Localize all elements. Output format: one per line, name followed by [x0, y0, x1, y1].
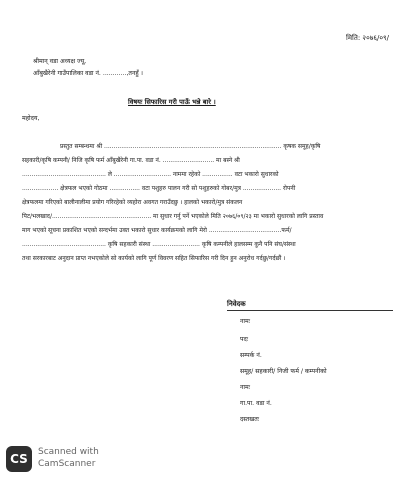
applicant-field-ward: गा.पा. वडा नं. [240, 400, 272, 407]
watermark-text: Scanned with [38, 447, 99, 457]
applicant-field-signature: दस्तखतः [240, 416, 260, 423]
body-line: पिट/भलखाद/.................................................... मा सुधार गर्नु पर्ने भएकोले मिति २०७६/०९/२३ मा भकारो सुधारको लागि प्रस्ताव [22, 213, 324, 220]
camscanner-logo: CS [6, 446, 32, 472]
body-line: तथा सरकारबाट अनुदान प्राप्त नभएकोले सो कार्यको लागि पूर्ण विवरण सहित सिफारिस गरी दिन हुन अनुरोध गर्दछु/गर्दछौं । [22, 255, 286, 262]
body-line: क्षेत्रफलमा गरिएको बालीनालीमा प्रयोग गरिरहेको व्यहोरा अवगत गराउँदछु । हालको भकारो/मुत्र संकलन [22, 199, 243, 206]
watermark-brand: CamScanner [38, 459, 96, 469]
body-line: ............................................ ले .............................. नाममा रहेको ................ वटा भकारो सुधारको [22, 171, 279, 178]
body-line: माग भएको सूचना प्रकाशित भएको सन्दर्भमा उक्त भकारो सुधार कार्यक्रमको लागि मेरो ......................................फर्म/ [22, 227, 292, 234]
addressee-line: श्रीमान् वडा अध्यक्ष ज्यू, [33, 58, 87, 65]
applicant-field-name: नामः [240, 318, 250, 325]
body-line: ............................................ कृषि सहकारी संस्था ......................... कृषि कम्पनीले हालसम्म कुनै पनि संघ/संस्था [22, 241, 296, 248]
applicant-field-organisation: समूह/ सहकारी/ निजी फर्म / कम्पनीको [240, 368, 327, 375]
subject-line: विषयः सिफारिस गरी पाऊँ भन्ने बारे । [128, 98, 216, 106]
date-line: मिति: २०७६/०९/ [346, 34, 389, 42]
applicant-field-org-name: नामः [240, 384, 250, 391]
body-line: प्रस्तुत सम्बन्धमा श्री ............................................................................................. कृषक समूह/कृषि [60, 143, 321, 150]
applicant-field-post: पदः [240, 336, 249, 343]
applicant-field-contact: सम्पर्क नं. [240, 352, 262, 359]
greeting: महोदय, [22, 115, 40, 122]
addressee-office-line: आँबुखैरेनी गाउँपालिका वडा नं. ............,तनहुँ । [33, 70, 143, 77]
applicant-heading-rule [227, 310, 393, 311]
body-line: सहकारी/कृषि कम्पनी/ निजि कृषि फर्म आँबुखैरेनी गा.पा. वडा नं. ........................... मा बस्ने श्री [22, 157, 240, 164]
applicant-heading: निवेदक [227, 300, 246, 308]
body-line: ................... क्षेत्रफल भएको गोठमा ................ वटा पशुहरु पालन गरी सो पशुहरुको गोबर/मुत्र .................... रोपनी [22, 185, 296, 192]
